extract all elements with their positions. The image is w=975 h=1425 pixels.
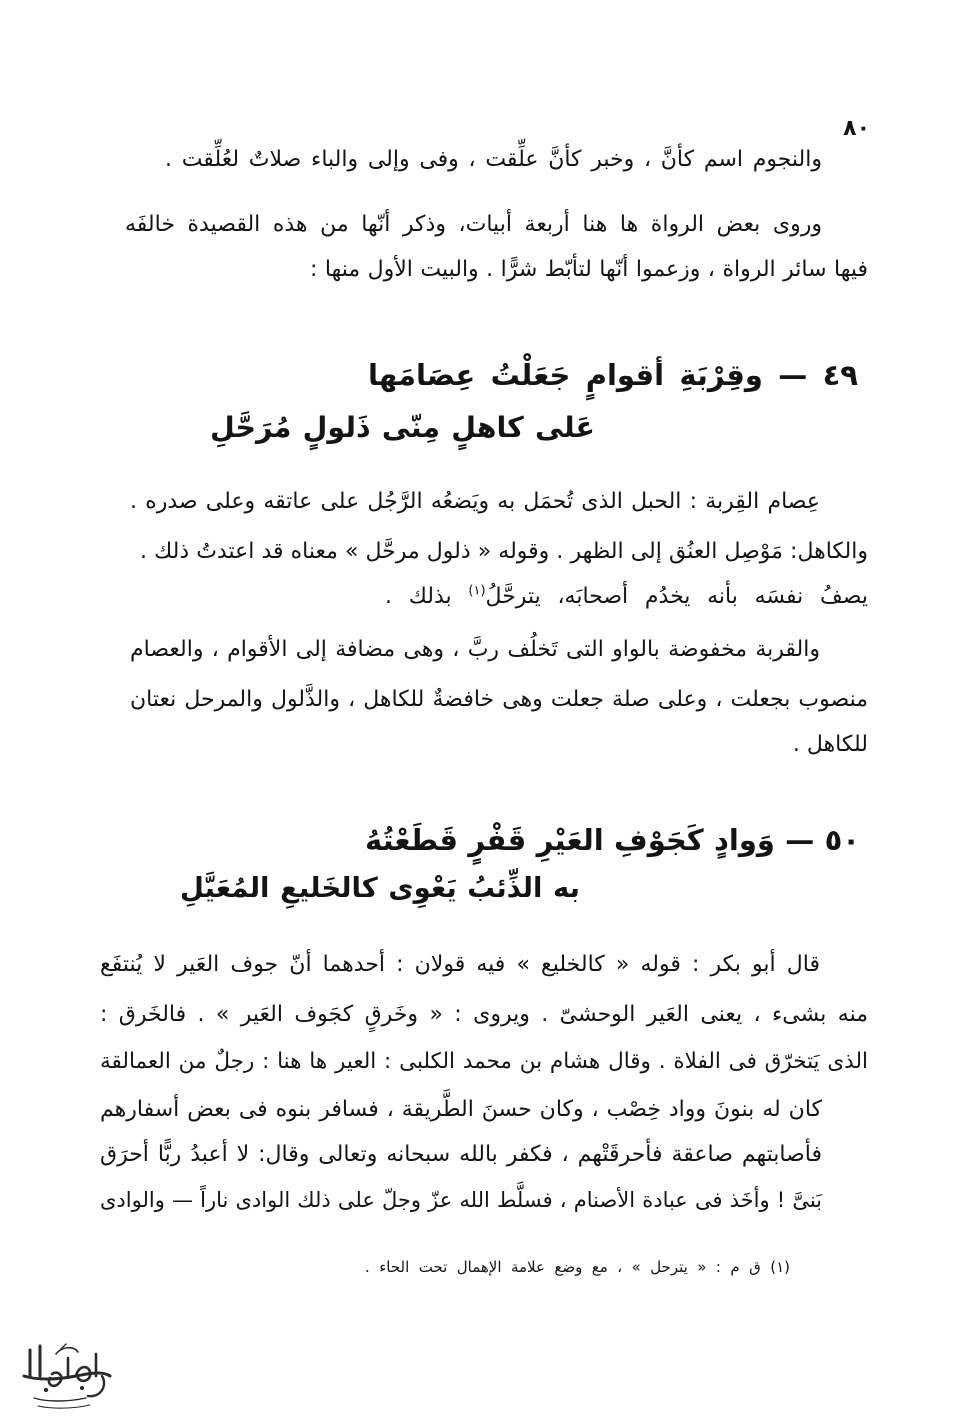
verse-dash: — [785,823,815,857]
commentary-line: والكاهل: مَوْصِل العنُق إلى الظهر . وقوله « ذلول مرحَّل » معناه قد اعتدتُ ذلك . [140,539,868,564]
commentary-line: فأصابتهم صاعقة فأحرقَتْهم ، فكفر بالله سبحانه وتعالى وقال: لا أعبدُ ربًّا أحرَق [100,1142,822,1167]
intro-line: وروى بعض الرواة ها هنا أربعة أبيات، وذكر أنّها من هذه القصيدة خالفَه [125,212,822,237]
intro-line: فيها سائر الرواة ، وزعموا أنّها لتأبّط شرًّا . والبيت الأول منها : [310,257,868,282]
intro-line: والنجوم اسم كأنَّ ، وخبر كأنَّ علِّقت ، وفى وإلى والباء صلاتٌ لعُلِّقت . [165,147,822,172]
commentary-line: والقربة مخفوضة بالواو التى تَخلُف ربَّ ، وهى مضافة إلى الأقوام ، والعصام [130,637,820,662]
footnote-text: ق م : « يترحل » ، مع وضع علامة الإهمال تحت الحاء . [365,1258,761,1276]
verse-dash: — [778,358,808,392]
uploader-stamp-logo [16,1336,116,1418]
commentary-text: بذلك . [385,584,452,609]
commentary-text: يصفُ نفسَه بأنه يخدُم أصحابَه، يترحَّلُ [485,584,869,609]
verse-49-first-line [368,352,858,398]
page-number: ٨٠ [843,116,870,141]
commentary-line: كان له بنونَ وواد خِصْب ، وكان حسنَ الطَّريقة ، فسافر بنوه فى بعض أسفارهم [100,1097,822,1122]
verse-first-hemistich: وقِرْبَةِ أقوامٍ جَعَلْتُ عِصَامَها [368,358,763,392]
verse-50-first-line [365,817,860,863]
verse-number: ٤٩ [822,358,858,392]
footnote [365,1255,790,1279]
footnote-reference: (١) [468,583,486,599]
commentary-line: منصوب بجعلت ، وعلى صلة جعلت وهى خافضةٌ للكاهل ، والذَّلول والمرحل نعتان [130,687,868,712]
commentary-line: منه بشىء ، يعنى العَير الوحشىّ . ويروى : « وخَرقٍ كجَوف العَير » . فالخَرق : [100,1002,868,1027]
commentary-line: عِصام القِربة : الحبل الذى تُحمَل به ويَضعُه الرَّجُل على عاتقه وعلى صدره . [130,489,820,514]
commentary-line-with-note [385,579,868,615]
commentary-line: قال أبو بكر : قوله « كالخليع » فيه قولان : أحدهما أنّ جوف العَير لا يُنتفَع [100,952,820,977]
commentary-line: الذى يَتخرّق فى الفلاة . وقال هشام بن محمد الكلبى : العير ها هنا : رجلٌ من العمالقة [100,1049,868,1074]
verse-number: ٥٠ [824,823,860,857]
commentary-line: للكاهل . [792,732,868,757]
verse-second-hemistich: عَلى كاهلٍ مِنّى ذَلولٍ مُرَحَّلِ [210,411,595,444]
verse-second-hemistich: به الذِّئبُ يَعْوِى كالخَليعِ المُعَيَّلِ [180,872,580,904]
verse-first-hemistich: وَوادٍ كَجَوْفِ العَيْرِ قَفْرٍ قَطَعْتُهُ [365,823,775,857]
footnote-marker: (١) [770,1258,790,1276]
commentary-line: بَنىَّ ! وأخَذ فى عبادة الأصنام ، فسلَّط الله عزّ وجلّ على ذلك الوادى ناراً — والوادى [100,1188,822,1212]
